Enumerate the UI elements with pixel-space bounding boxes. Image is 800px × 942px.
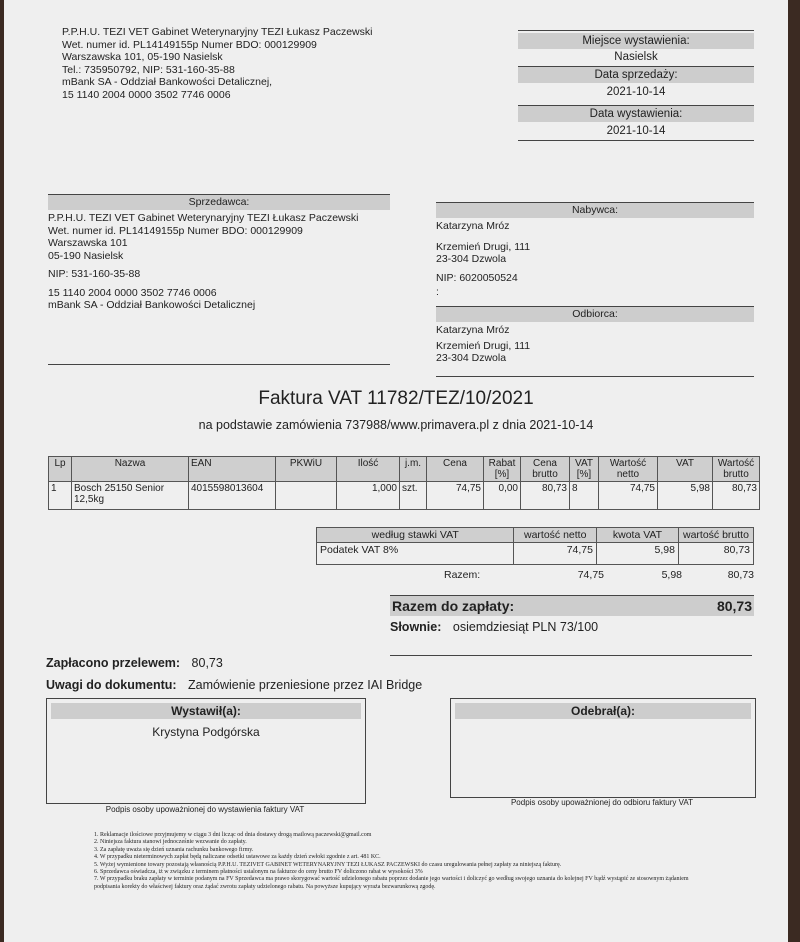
issued-by-label: Wystawił(a): (51, 703, 361, 719)
words-label: Słownie: (390, 620, 442, 634)
date-panel (518, 30, 754, 141)
buyer-line: : (436, 286, 439, 298)
issued-by-box (46, 698, 366, 804)
seller-block (48, 194, 390, 312)
buyer-block (436, 202, 754, 299)
cell: 0,00 (484, 482, 521, 510)
table-row (317, 543, 754, 565)
col-header: kwota VAT (596, 528, 678, 543)
seller-line: 15 1140 2004 0000 3502 7746 0006 (48, 286, 217, 299)
vat-total-brutto: 80,73 (727, 569, 754, 581)
footer-notes (94, 832, 694, 891)
note-line: 5. Wyżej wymienione towary pozostają własnością P.P.H.U. TEZIVET GABINET WETERYNARYJNY TEZI ŁUKASZ PACZEWSKI do czasu uregulowania pełnej zapłaty za niniejszą fakturę. (94, 861, 562, 868)
place-label: Miejsce wystawienia: (518, 33, 754, 49)
invoice-paper (4, 0, 788, 942)
seller-header-line: Warszawska 101, 05-190 Nasielsk (62, 51, 223, 63)
cell: Bosch 25150 Senior 12,5kg (72, 482, 189, 510)
col-header: Wartość brutto (713, 457, 760, 482)
col-header: Wartość netto (599, 457, 658, 482)
divider (48, 364, 390, 365)
col-header: wartość netto (514, 528, 597, 543)
recipient-line: Krzemień Drugi, 111 (436, 339, 531, 352)
cell: 5,98 (658, 482, 713, 510)
recipient-details (436, 324, 754, 365)
remarks-value: Zamówienie przeniesione przez IAI Bridge (188, 678, 423, 692)
buyer-details (436, 220, 754, 299)
place-value: Nasielsk (614, 51, 658, 63)
seller-header-line: P.P.H.U. TEZI VET Gabinet Weterynaryjny TEZI Łukasz Paczewski (62, 26, 373, 38)
buyer-line: NIP: 6020050524 (436, 271, 518, 284)
seller-label: Sprzedawca: (48, 194, 390, 210)
vat-summary-table (316, 527, 754, 565)
amount-in-words (390, 620, 598, 634)
col-header: EAN (189, 457, 276, 482)
recipient-line: 23-304 Dzwola (436, 352, 507, 364)
col-header: PKWiU (276, 457, 337, 482)
buyer-line: 23-304 Dzwola (436, 253, 507, 265)
col-header: Ilość (337, 457, 400, 482)
seller-header-line: Tel.: 735950792, NIP: 531-160-35-88 (62, 63, 235, 76)
seller-line: P.P.H.U. TEZI VET Gabinet Weterynaryjny TEZI Łukasz Paczewski (48, 212, 359, 224)
paid-row (46, 656, 223, 670)
issue-date-value: 2021-10-14 (518, 122, 754, 141)
cell: 5,98 (596, 543, 678, 565)
note-line: 7. W przypadku braku zapłaty w terminie podanym na FV Sprzedawca ma prawo skorygować wartość udzielonego rabatu poprzez dodanie jego wartości i doliczyć go według swojego uznania do kolejnej FV bądź wystąpić ze stosownym żądaniem podpisania korekty do właściwej faktury oraz żądać zwrotu zapłaty udzielonego rabatu. Na powyższe kupujący wyraża bezwarunkową zgodę. (94, 876, 689, 890)
divider (518, 30, 754, 31)
sale-date-value: 2021-10-14 (606, 86, 666, 98)
issued-by-caption: Podpis osoby upoważnionej do wystawienia faktury VAT (105, 805, 305, 814)
seller-header-line: 15 1140 2004 0000 3502 7746 0006 (62, 88, 231, 101)
note-line: 3. Za zapłatę uważa się dzień uznania rachunku bankowego firmy. (94, 846, 254, 853)
divider (436, 376, 754, 377)
cell: 4015598013604 (189, 482, 276, 510)
table-row (49, 482, 760, 510)
cell: 1,000 (337, 482, 400, 510)
cell: 80,73 (713, 482, 760, 510)
buyer-line: Krzemień Drugi, 111 (436, 240, 531, 253)
received-by-caption: Podpis osoby upoważnionej do odbioru faktury VAT (510, 798, 694, 807)
cell: 74,75 (427, 482, 484, 510)
buyer-label: Nabywca: (436, 202, 754, 218)
to-pay-value: 80,73 (716, 598, 752, 614)
col-header: VAT [%] (570, 457, 599, 482)
cell: 1 (49, 482, 72, 510)
recipient-line: Katarzyna Mróz (436, 324, 510, 336)
col-header: Rabat [%] (484, 457, 521, 482)
note-line: 1. Reklamacje ilościowe przyjmujemy w ciągu 3 dni licząc od dnia dostawy drogą mailową paczewski@gmail.com (94, 832, 372, 838)
recipient-label: Odbiorca: (436, 306, 754, 322)
cell: Podatek VAT 8% (317, 543, 514, 565)
col-header: wartość brutto (678, 528, 753, 543)
sale-date-label: Data sprzedaży: (518, 66, 754, 83)
seller-line: Wet. numer id. PL14149155p Numer BDO: 000129909 (48, 224, 303, 237)
items-header-row (49, 457, 760, 482)
received-by-box (450, 698, 756, 798)
buyer-line: Katarzyna Mróz (436, 220, 510, 232)
vat-total-netto: 74,75 (577, 569, 604, 581)
invoice-subtitle: na podstawie zamówienia 737988/www.primavera.pl z dnia 2021-10-14 (198, 418, 594, 432)
seller-line: Warszawska 101 (48, 237, 128, 249)
note-line: 6. Sprzedawca oświadcza, iż w związku z terminem płatności ustalonym na fakturze do ceny brutto FV doliczono rabat w wysokości 3% (94, 869, 423, 876)
issue-date-label: Data wystawienia: (518, 105, 754, 122)
recipient-block (436, 306, 754, 365)
note-line: 4. W przypadku nieterminowych zapłat będą naliczane odsetki ustawowe za każdy dzień zwłoki zgodnie z art. 481 KC. (94, 854, 381, 861)
vat-header-row (317, 528, 754, 543)
col-header: Lp (49, 457, 72, 482)
cell: 80,73 (521, 482, 570, 510)
cell (276, 482, 337, 510)
col-header: Cena brutto (521, 457, 570, 482)
seller-details (48, 212, 390, 312)
issued-by-name: Krystyna Podgórska (152, 725, 260, 739)
words-value: osiemdziesiąt PLN 73/100 (452, 620, 599, 634)
col-header: VAT (658, 457, 713, 482)
paid-label: Zapłacono przelewem: (46, 656, 181, 670)
to-pay-label: Razem do zapłaty: (392, 598, 515, 614)
remarks-row (46, 678, 422, 692)
vat-total-label: Razem: (444, 569, 481, 581)
divider (390, 655, 752, 656)
note-line: 2. Niniejsza faktura stanowi jednocześnie wezwanie do zapłaty. (94, 839, 247, 846)
col-header: Nazwa (72, 457, 189, 482)
cell: 8 (570, 482, 599, 510)
col-header: według stawki VAT (317, 528, 514, 543)
seller-header (62, 26, 422, 101)
seller-header-line: Wet. numer id. PL14149155p Numer BDO: 000129909 (62, 38, 317, 51)
col-header: j.m. (400, 457, 427, 482)
seller-line: NIP: 531-160-35-88 (48, 268, 141, 280)
col-header: Cena (427, 457, 484, 482)
cell: szt. (400, 482, 427, 510)
items-table (48, 456, 760, 510)
to-pay-bar (390, 595, 754, 616)
seller-line: mBank SA - Oddział Bankowości Detalicznej (48, 299, 256, 311)
received-by-label: Odebrał(a): (455, 703, 751, 719)
cell: 80,73 (678, 543, 753, 565)
seller-header-line: mBank SA - Oddział Bankowości Detalicznej, (62, 76, 273, 88)
paid-value: 80,73 (191, 656, 223, 670)
invoice-title: Faktura VAT 11782/TEZ/10/2021 (258, 388, 534, 409)
remarks-label: Uwagi do dokumentu: (46, 678, 177, 692)
cell: 74,75 (599, 482, 658, 510)
seller-line: 05-190 Nasielsk (48, 249, 124, 262)
cell: 74,75 (514, 543, 597, 565)
vat-total-vat: 5,98 (661, 569, 682, 581)
